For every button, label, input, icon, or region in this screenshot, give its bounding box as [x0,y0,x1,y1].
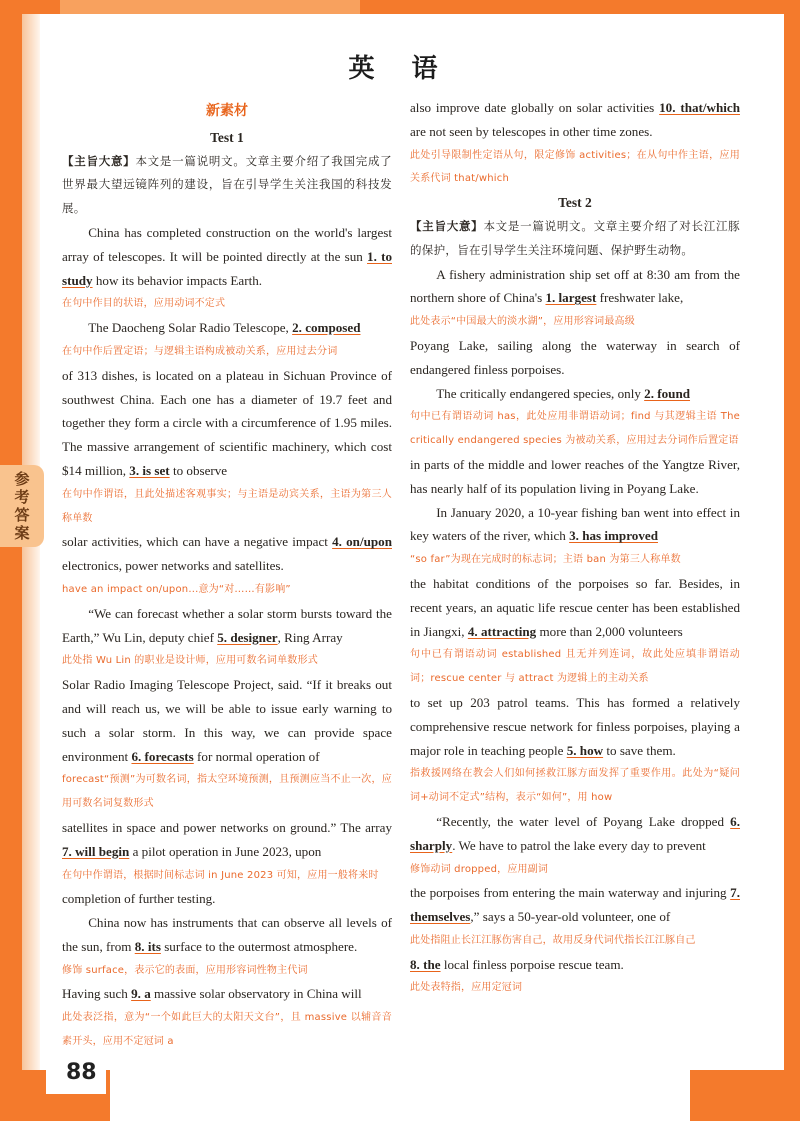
paragraph [410,501,740,549]
side-tab-answers [0,465,44,547]
main-idea-tag: 【主旨大意】 [410,218,484,233]
text-run: surface to the outermost atmosphere. [160,938,358,954]
text-run: “We can forecast whether a solar storm bursts toward the Earth,” Wu Lin, deputy chief [62,605,392,645]
text-run: to observe [169,462,228,478]
paragraph-continued [410,96,740,144]
text-run: to set up 203 patrol teams. This has formed a relatively comprehensive rescue network for finless porpoises, playing a major role in teaching people [410,694,740,758]
note-t2-3: “so far”为现在完成时的标志词；主语 ban 为第三人称单数 [410,554,681,566]
answer-10: 10. that/which [659,100,740,115]
text-run: how its behavior impacts Earth. [92,272,263,288]
text-run: A fishery administration ship set off at 8:30 am from the northern shore of China's [410,266,740,306]
text-run: also improve date globally on solar activities [410,100,660,115]
page-number: 88 [66,1060,97,1085]
text-run: a pilot operation in June 2023, upon [129,843,322,859]
paragraph-continued [410,334,740,382]
paragraph [62,221,392,292]
bottom-border-gap [110,1070,690,1121]
note-t2-6: 修饰动词 dropped，应用副词 [410,863,549,875]
paragraph-continued [410,953,740,977]
text-run: more than 2,000 volunteers [536,623,683,639]
note-t2-1: 此处表示“中国最大的淡水湖”，应用形容词最高级 [410,316,635,328]
answer-4: 4. on/upon [332,534,392,550]
answer-6: 6. forecasts [131,748,194,764]
note-4: have an impact on/upon...意为“对……有影响” [62,583,291,595]
note-3: 在句中作谓语，且此处描述客观事实；与主语是动宾关系，主语为第三人称单数 [62,488,392,524]
answer-2: 2. composed [292,320,361,336]
paragraph-continued [62,364,392,483]
side-tab-char: 参 [14,470,30,488]
text-run: freshwater lake, [596,290,684,306]
answer-t2-1: 1. largest [545,290,597,306]
main-idea-text: 本文是一篇说明文。文章主要介绍了我国完成了世界最大望远镜阵列的建设，旨在引导学生关注我国的科技发展。 [62,153,392,216]
text-run: . We have to patrol the lake every day to prevent [452,837,706,853]
answer-1: 1. to study [62,248,392,288]
main-idea-text: 本文是一篇说明文。文章主要介绍了对长江江豚的保护，旨在引导学生关注环境问题、保护野生动物。 [410,218,740,257]
paragraph-continued [62,982,392,1006]
paragraph-continued [410,572,740,643]
test2-heading: Test 2 [558,195,592,211]
paragraph-continued [62,816,392,864]
text-run: “Recently, the water level of Poyang Lake dropped [436,813,731,829]
side-tab-char: 案 [14,524,30,542]
test1-heading: Test 1 [210,129,244,145]
side-tab-char: 答 [14,506,30,524]
paragraph-continued [62,530,392,578]
text-run: are not seen by telescopes in other time zones. [410,123,653,139]
paragraph-continued [410,881,740,929]
note-t2-4: 句中已有谓语动词 established 且无并列连词，故此处应填非谓语动词；rescue center 与 attract 为逻辑上的主动关系 [410,649,740,685]
note-5: 此处指 Wu Lin 的职业是设计师，应用可数名词单数形式 [62,655,318,667]
answer-t2-7: 7. themselves [410,885,740,925]
text-run: China now has instruments that can observe all levels of the sun, from [62,915,392,954]
text-run: electronics, power networks and satellites. [62,558,284,574]
note-t2-8: 此处表特指，应用定冠词 [410,982,523,994]
test2-main-idea [410,215,740,263]
note-1: 在句中作目的状语，应用动词不定式 [62,298,226,310]
answer-t2-2: 2. found [644,385,691,401]
left-border [0,0,22,1121]
paragraph [62,316,392,340]
top-border-highlight [60,0,360,14]
note-6: forecast“预测”为可数名词，指太空环境预测，且预测应当不止一次，应用可数名词复数形式 [62,774,392,810]
text-run: Poyang Lake, sailing along the waterway in search of endangered finless porpoises. [410,337,740,377]
left-column [62,96,392,1054]
text-run: local finless porpoise rescue team. [440,956,624,972]
paragraph [62,911,392,959]
note-t2-5: 指救援网络在教会人们如何拯救江豚方面发挥了重要作用。此处为“疑问词+动词不定式”结构，表示“如何”，用 how [410,768,740,804]
paragraph [62,602,392,650]
note-10: 此处引导限制性定语从句，限定修饰 activities；在从句中作主语，应用关系代词 that/which [410,149,740,185]
answer-t2-3: 3. has improved [569,528,658,544]
test1-main-idea [62,150,392,221]
answer-8: 8. its [134,938,161,954]
text-run: for normal operation of [193,748,320,764]
answer-3: 3. is set [129,462,170,478]
note-8: 修饰 surface，表示它的表面，应用形容词性物主代词 [62,964,308,976]
side-tab-char: 考 [14,488,30,506]
paragraph-continued [410,453,740,501]
note-2: 在句中作后置定语；与逻辑主语构成被动关系，应用过去分词 [62,345,338,357]
section-heading: 新素材 [206,103,248,119]
text-run: Solar Radio Imaging Telescope Project, said. “If it breaks out and will reach us, we will be able to issue early warning to such a solar storm. In this way, we can provide space environment [62,677,392,764]
paragraph [410,810,740,858]
main-idea-tag: 【主旨大意】 [62,153,136,168]
text-run: The critically endangered species, only [436,385,645,401]
text-run: the porpoises from entering the main waterway and injuring [410,885,731,901]
page-title: 英 语 [348,54,452,84]
paragraph-continued [62,887,392,911]
answer-7: 7. will begin [62,843,130,859]
answer-t2-5: 5. how [566,742,604,758]
text-run: Having such [62,986,132,1002]
paragraph [410,382,740,406]
note-t2-7: 此处指阻止长江江豚伤害自己，故用反身代词代指长江江豚自己 [410,934,696,946]
text-run: completion of further testing. [62,891,216,907]
note-t2-2: 句中已有谓语动词 has，此处应用非谓语动词；find 与其逻辑主语 The critically endangered species 为被动关系，应用过去分词作后置定语 [410,411,740,447]
right-border [784,0,800,1121]
answer-9: 9. a [131,986,151,1002]
text-run: of 313 dishes, is located on a plateau in Sichuan Province of southwest China. Each one has a diameter of 19.7 feet and together they form a circle with a circumference of 1.95 miles. The massive arrangement of scientific machinery, which cost $14 million, [62,367,392,478]
right-column [410,96,740,1000]
text-run: satellites in space and power networks on ground.” The array [62,819,392,835]
text-run: in parts of the middle and lower reaches of the Yangtze River, has nearly half of its population living in Poyang Lake. [410,456,740,496]
text-run: , Ring Array [277,629,343,645]
text-run: In January 2020, a 10-year fishing ban went into effect in key waters of the river, which [410,504,740,544]
paragraph [410,263,740,311]
paragraph-continued [410,691,740,762]
note-9: 此处表泛指，意为“一个如此巨大的太阳天文台”，且 massive 以辅音音素开头，应用不定冠词 a [62,1012,392,1048]
text-run: to save them. [603,742,676,758]
text-run: the habitat conditions of the porpoises so far. Besides, in recent years, an aquatic life rescue center has been established in Jiangxi, [410,575,740,639]
answer-5: 5. designer [217,629,278,645]
paragraph-continued [62,673,392,768]
note-7: 在句中作谓语，根据时间标志词 in June 2023 可知，应用一般将来时 [62,869,379,881]
answer-t2-4: 4. attracting [467,623,537,639]
answer-t2-8: 8. the [410,956,441,972]
text-run: The Daocheng Solar Radio Telescope, [88,320,293,336]
answer-t2-6: 6. sharply [410,813,740,853]
text-run: massive solar observatory in China will [150,986,362,1002]
text-run: solar activities, which can have a negative impact [62,534,333,550]
text-run: China has completed construction on the world's largest array of telescopes. It will be pointed directly at the sun [62,224,392,264]
text-run: ,” says a 50-year-old volunteer, one of [470,909,671,925]
